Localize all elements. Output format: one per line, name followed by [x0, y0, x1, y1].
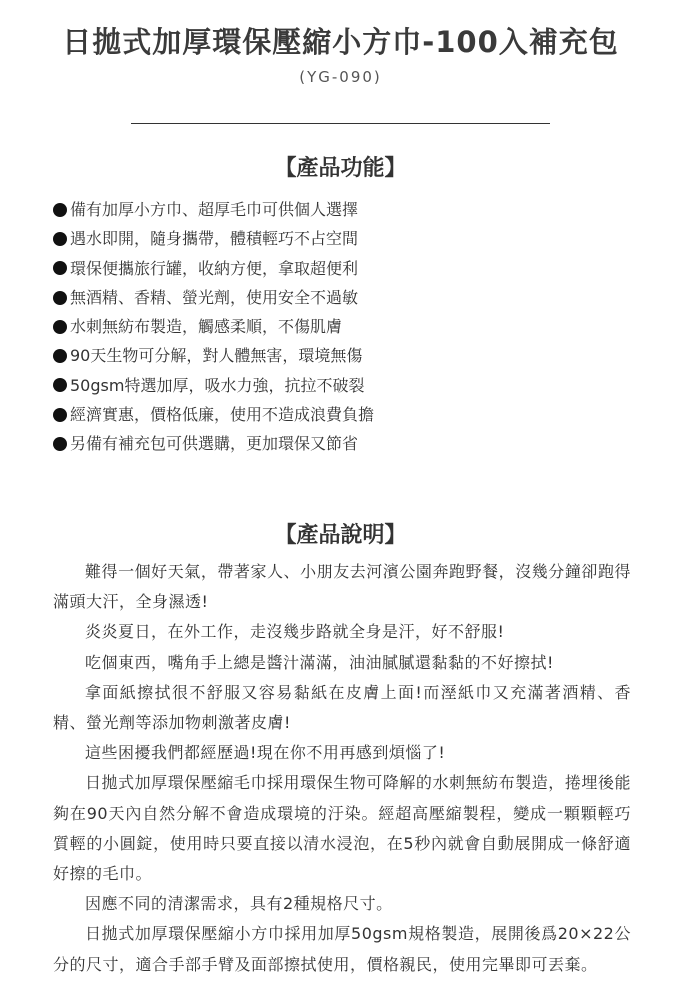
- list-item: [53, 283, 374, 312]
- description-paragraph: 難得一個好天氣，帶著家人、小朋友去河濱公園奔跑野餐，沒幾分鐘卻跑得滿頭大汗，全身濕透!: [53, 562, 631, 612]
- list-item: [53, 341, 374, 370]
- feature-text: 遇水即開，隨身攜帶，體積輕巧不占空間: [70, 229, 359, 249]
- bullet-icon: [53, 408, 67, 422]
- list-item: [53, 400, 374, 429]
- feature-text: 90天生物可分解，對人體無害，環境無傷: [70, 346, 363, 366]
- feature-text: 另備有補充包可供選購，更加環保又節省: [70, 434, 359, 454]
- model-number: (YG-090): [299, 68, 382, 86]
- feature-text: 50gsm特選加厚，吸水力強，抗拉不破裂: [70, 375, 365, 395]
- bullet-icon: [53, 437, 67, 451]
- description-paragraph: 吃個東西，嘴角手上總是醬汁滿滿，油油膩膩還黏黏的不好擦拭!: [85, 652, 554, 672]
- description-paragraph: 因應不同的清潔需求，具有2種規格尺寸。: [85, 894, 393, 914]
- bullet-icon: [53, 232, 67, 246]
- feature-text: 水刺無紡布製造，觸感柔順，不傷肌膚: [70, 317, 343, 337]
- list-item: [53, 195, 374, 224]
- bullet-icon: [53, 349, 67, 363]
- list-item: [53, 429, 374, 458]
- features-heading: 【產品功能】: [274, 156, 407, 181]
- bullet-icon: [53, 320, 67, 334]
- list-item: [53, 254, 374, 283]
- list-item: [53, 224, 374, 253]
- description-paragraph: 日拋式加厚環保壓縮毛巾採用環保生物可降解的水刺無紡布製造，捲埋後能夠在90天內自然分解不會造成環境的汙染。經超高壓縮製程，變成一顆顆輕巧質輕的小圓錠，使用時只要直接以清水浸泡，在5秒內就會自動展開成一條舒適好擦的毛巾。: [53, 773, 631, 884]
- bullet-icon: [53, 261, 67, 275]
- bullet-icon: [53, 378, 67, 392]
- product-title: 日拋式加厚環保壓縮小方巾-100入補充包: [62, 25, 619, 59]
- list-item: [53, 371, 374, 400]
- feature-text: 備有加厚小方巾、超厚毛巾可供個人選擇: [70, 200, 359, 219]
- feature-list: [53, 195, 374, 459]
- feature-text: 環保便攜旅行罐，收納方便，拿取超便利: [70, 258, 359, 278]
- description-paragraph: 日拋式加厚環保壓縮小方巾採用加厚50gsm規格製造，展開後爲20×22公分的尺寸，適合手部手臂及面部擦拭使用，價格親民，使用完畢即可丟棄。: [53, 924, 631, 974]
- description-paragraph: 炎炎夏日，在外工作，走沒幾步路就全身是汗，好不舒服!: [85, 622, 505, 642]
- bullet-icon: [53, 291, 67, 305]
- list-item: [53, 312, 374, 341]
- description-paragraph: 拿面紙擦拭很不舒服又容易黏紙在皮膚上面!而溼紙巾又充滿著酒精、香精、螢光劑等添加物刺激著皮膚!: [53, 682, 631, 733]
- description-heading: 【產品說明】: [274, 523, 407, 548]
- description-body: [53, 557, 631, 980]
- bullet-icon: [53, 203, 67, 217]
- title-divider: [131, 123, 550, 124]
- description-paragraph: 這些困擾我們都經歷過!現在你不用再感到煩惱了!: [85, 743, 446, 763]
- feature-text: 無酒精、香精、螢光劑，使用安全不過敏: [70, 287, 359, 307]
- feature-text: 經濟實惠，價格低廉，使用不造成浪費負擔: [70, 405, 375, 425]
